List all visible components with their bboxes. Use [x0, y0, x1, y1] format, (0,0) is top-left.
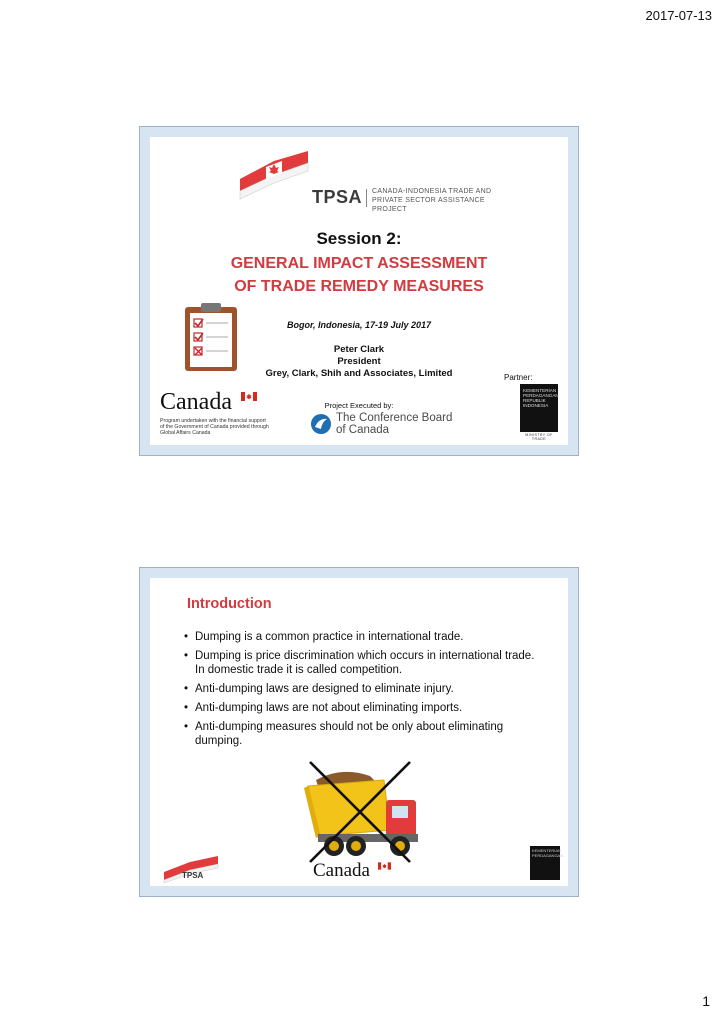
conference-board-icon — [310, 413, 332, 435]
speaker-organization: Grey, Clark, Shih and Associates, Limited — [265, 368, 453, 379]
speaker-title: President — [337, 356, 381, 367]
executed-by-label: Project Executed by: — [324, 401, 394, 410]
canada-wordmark: Canada — [160, 389, 232, 415]
tpsa-subtitle-line1: CANADA-INDONESIA TRADE AND — [372, 188, 492, 195]
canada-flag-icon — [241, 392, 257, 401]
bullet-item: • Anti-dumping laws are not about eliminating imports. — [184, 701, 544, 715]
conference-board-line2: of Canada — [336, 424, 390, 436]
logo-divider — [366, 189, 367, 207]
bullet-list — [184, 630, 544, 753]
tpsa-wordmark: TPSA — [312, 187, 363, 207]
tpsa-logo — [236, 141, 496, 211]
tpsa-wordmark: TPSA — [182, 871, 204, 880]
dump-truck-icon — [298, 758, 424, 868]
title-slide — [139, 126, 579, 456]
ministry-logo-line2: PERDAGANGAN — [532, 852, 564, 858]
title-slide-content — [150, 137, 568, 445]
canada-wordmark: Canada — [313, 860, 370, 881]
tpsa-logo-icon — [236, 141, 311, 201]
ministry-foot-text: MINISTRY OF TRADE — [525, 433, 553, 441]
ministry-logo-line2: PERDAGANGAN — [523, 393, 559, 398]
bullet-item: • Dumping is a common practice in international trade. — [184, 630, 544, 644]
bullet-item: • Anti-dumping laws are designed to eliminate injury. — [184, 682, 544, 696]
ministry-logo-text — [532, 848, 564, 858]
ministry-logo — [520, 384, 558, 432]
canada-flag-icon — [378, 862, 391, 870]
page-number: 1 — [702, 993, 710, 1009]
introduction-slide-content — [150, 578, 568, 886]
partner-label: Partner: — [504, 373, 533, 382]
page-date: 2017-07-13 — [645, 8, 712, 23]
slide-title: Introduction — [187, 596, 272, 612]
ministry-logo — [530, 846, 564, 880]
ministry-logo-line1: KEMENTERIAN — [523, 388, 557, 393]
conference-board-name — [336, 412, 452, 436]
conference-board-line1: The Conference Board — [336, 412, 453, 424]
ministry-logo-text — [523, 388, 557, 408]
event-place-date: Bogor, Indonesia, 17-19 July 2017 — [286, 320, 432, 330]
headline-line1: GENERAL IMPACT ASSESSMENT — [230, 255, 488, 272]
ministry-logo-line3: REPUBLIK INDONESIA — [523, 398, 549, 408]
headline-line2: OF TRADE REMEDY MEASURES — [234, 278, 484, 295]
session-title: Session 2: — [316, 229, 402, 248]
introduction-slide — [139, 567, 579, 897]
bullet-item: • Anti-dumping measures should not be only about eliminating dumping. — [184, 720, 544, 748]
program-support-text: Program undertaken with the financial support of the Government of Canada provided through Global Affairs Canada — [160, 418, 269, 437]
ministry-logo-line1: KEMENTERIAN — [532, 848, 561, 853]
speaker-name: Peter Clark — [333, 344, 385, 355]
bullet-item: • Dumping is price discrimination which occurs in international trade. In domestic trade it is called competition. — [184, 649, 544, 677]
tpsa-subtitle — [372, 187, 512, 214]
tpsa-subtitle-line2: PRIVATE SECTOR ASSISTANCE PROJECT — [372, 197, 485, 213]
